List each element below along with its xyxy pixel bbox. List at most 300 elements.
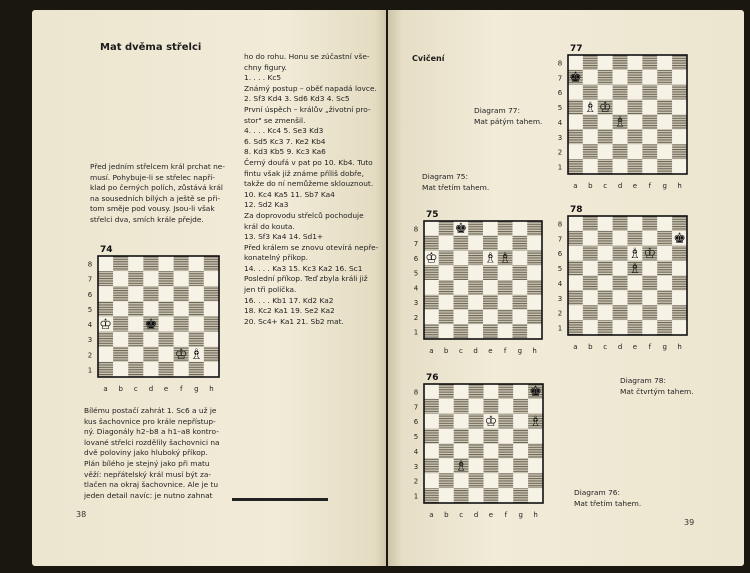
rank-label: 1	[413, 492, 419, 501]
rank-label: 7	[557, 235, 563, 244]
light-square	[439, 399, 454, 414]
dark-square	[424, 458, 439, 473]
dark-square	[159, 301, 174, 316]
light-square	[143, 362, 158, 377]
dark-square	[159, 362, 174, 377]
light-square	[439, 488, 454, 503]
caption-line: Mat čtvrtým tahem.	[620, 386, 694, 396]
dark-square	[657, 129, 672, 144]
light-square	[598, 115, 613, 130]
light-square	[657, 305, 672, 320]
dark-square	[583, 246, 598, 261]
dark-square	[583, 144, 598, 159]
dark-square	[174, 256, 189, 271]
light-square	[513, 414, 528, 429]
text-line: 12. Sd2 Ka3	[244, 200, 289, 210]
diagram-78-caption	[620, 376, 694, 397]
light-square	[568, 246, 583, 261]
dark-square	[143, 256, 158, 271]
text-line: 1. . . . Kc5	[244, 73, 282, 83]
black-king-piece: ♚	[454, 221, 468, 238]
dark-square	[113, 256, 128, 271]
light-square	[568, 276, 583, 291]
dark-square	[568, 129, 583, 144]
text-line: lované střelci rozdělily šachovnici na	[84, 437, 220, 447]
light-square	[113, 271, 128, 286]
white-king-piece: ♔	[598, 99, 612, 116]
white-bishop-piece: ♗	[583, 99, 597, 116]
dark-square	[527, 310, 542, 325]
light-square	[469, 458, 484, 473]
exercises-title: Cvičení	[412, 54, 445, 63]
dark-square	[498, 473, 513, 488]
dark-square	[469, 384, 484, 399]
dark-square	[454, 429, 469, 444]
dark-square	[98, 362, 113, 377]
dark-square	[657, 70, 672, 85]
dark-square	[613, 216, 628, 231]
rank-label: 4	[87, 321, 93, 330]
dark-square	[439, 251, 454, 266]
dark-square	[527, 280, 542, 295]
dark-square	[672, 276, 687, 291]
light-square	[454, 444, 469, 459]
light-square	[174, 362, 189, 377]
light-square	[528, 429, 543, 444]
light-square	[672, 70, 687, 85]
light-square	[189, 317, 204, 332]
dark-square	[143, 286, 158, 301]
text-line: kus šachovnice pro krále nepřístup-	[84, 416, 216, 426]
light-square	[468, 236, 483, 251]
text-line: 14. . . . Ka3 15. Kc3 Ka2 16. Sc1	[244, 263, 363, 273]
light-square	[174, 271, 189, 286]
rank-label: 8	[413, 225, 419, 234]
light-square	[484, 384, 499, 399]
light-square	[628, 115, 643, 130]
dark-square	[498, 444, 513, 459]
light-square	[528, 399, 543, 414]
rank-label: 2	[87, 351, 93, 360]
text-line: ho do rohu. Honu se zúčastní vše-	[244, 52, 370, 61]
light-square	[98, 347, 113, 362]
file-label: c	[459, 511, 464, 519]
file-label: g	[194, 385, 199, 393]
diagram-number: 74	[100, 245, 113, 255]
dark-square	[189, 271, 204, 286]
file-label: a	[573, 182, 578, 190]
light-square	[613, 100, 628, 115]
text-line: chny figury.	[244, 62, 287, 72]
light-square	[628, 144, 643, 159]
solution-column	[244, 52, 386, 327]
light-square	[513, 310, 528, 325]
black-king-piece: ♚	[569, 70, 582, 87]
rank-label: 8	[557, 220, 563, 229]
light-square	[513, 384, 528, 399]
light-square	[583, 231, 598, 246]
text-line: 20. Sc4+ Ka1 21. Sb2 mat.	[244, 316, 344, 326]
dark-square	[672, 144, 687, 159]
light-square	[128, 256, 143, 271]
light-square	[469, 488, 484, 503]
light-square	[498, 295, 513, 310]
white-king-piece: ♔	[643, 245, 657, 262]
light-square	[613, 290, 628, 305]
dark-square	[484, 458, 499, 473]
dark-square	[424, 295, 439, 310]
white-bishop-piece: ♗	[498, 250, 512, 267]
light-square	[642, 320, 657, 335]
light-square	[657, 85, 672, 100]
light-square	[528, 488, 543, 503]
light-square	[583, 261, 598, 276]
rank-label: 1	[557, 324, 563, 333]
rank-label: 4	[557, 118, 563, 127]
light-square	[174, 332, 189, 347]
light-square	[113, 332, 128, 347]
light-square	[468, 265, 483, 280]
light-square	[513, 444, 528, 459]
light-square	[143, 332, 158, 347]
dark-square	[528, 473, 543, 488]
rank-label: 2	[413, 313, 419, 322]
light-square	[469, 429, 484, 444]
light-square	[568, 144, 583, 159]
dark-square	[613, 305, 628, 320]
text-line: 13. Sf3 Ka4 14. Sd1+	[244, 232, 324, 242]
text-line: Černý doufá v pat po 10. Kb4. Tuto	[244, 157, 373, 167]
dark-square	[513, 324, 528, 339]
light-square	[513, 251, 528, 266]
light-square	[454, 473, 469, 488]
light-square	[657, 246, 672, 261]
white-bishop-piece: ♗	[454, 458, 468, 475]
dark-square	[642, 305, 657, 320]
dark-square	[642, 55, 657, 70]
diagram-number: 78	[570, 205, 583, 215]
light-square	[672, 320, 687, 335]
dark-square	[483, 236, 498, 251]
light-square	[204, 301, 219, 316]
rank-label: 2	[413, 477, 419, 486]
black-king-piece: ♚	[529, 384, 542, 401]
file-label: f	[503, 347, 507, 355]
dark-square	[568, 261, 583, 276]
diagram-number: 76	[426, 373, 439, 383]
rank-label: 5	[413, 269, 419, 278]
file-label: d	[473, 347, 478, 355]
rank-label: 3	[557, 133, 563, 142]
dark-square	[642, 144, 657, 159]
dark-square	[454, 488, 469, 503]
light-square	[672, 129, 687, 144]
rank-label: 5	[557, 265, 563, 274]
dark-square	[527, 251, 542, 266]
dark-square	[484, 399, 499, 414]
dark-square	[439, 444, 454, 459]
light-square	[598, 144, 613, 159]
file-label: c	[458, 347, 463, 355]
file-label: f	[504, 511, 508, 519]
rank-label: 3	[557, 294, 563, 303]
file-label: c	[133, 385, 138, 393]
dark-square	[439, 414, 454, 429]
dark-square	[113, 317, 128, 332]
dark-square	[657, 100, 672, 115]
caption-line: Mat pátým tahem.	[474, 116, 543, 126]
rank-label: 3	[413, 299, 419, 308]
file-label: h	[532, 347, 537, 355]
light-square	[454, 414, 469, 429]
light-square	[642, 70, 657, 85]
light-square	[159, 256, 174, 271]
light-square	[568, 115, 583, 130]
rank-label: 4	[413, 447, 419, 456]
column-end-rule	[232, 498, 328, 501]
light-square	[642, 100, 657, 115]
text-line: věží: nepřátelský král musí být za-	[84, 469, 212, 479]
text-line: ný. Diagonály h2–b8 a h1–a8 kontro-	[84, 427, 219, 437]
light-square	[498, 265, 513, 280]
light-square	[568, 85, 583, 100]
rank-label: 7	[87, 275, 93, 284]
page-number: 38	[76, 510, 87, 519]
dark-square	[424, 236, 439, 251]
dark-square	[439, 384, 454, 399]
dark-square	[454, 236, 469, 251]
file-label: g	[662, 182, 667, 190]
rank-label: 8	[87, 260, 93, 269]
dark-square	[469, 473, 484, 488]
rank-label: 1	[557, 163, 563, 172]
light-square	[583, 320, 598, 335]
dark-square	[204, 317, 219, 332]
white-bishop-piece: ♗	[628, 260, 642, 277]
dark-square	[568, 290, 583, 305]
white-king-piece: ♔	[425, 250, 438, 267]
dark-square	[672, 246, 687, 261]
diagram-number: 77	[570, 44, 583, 54]
text-line: musí. Pohybuje-li se střelec napří-	[90, 172, 215, 182]
file-label: a	[429, 511, 434, 519]
chess-diagram-75	[410, 207, 548, 365]
rank-label: 5	[557, 104, 563, 113]
dark-square	[613, 246, 628, 261]
light-square	[527, 236, 542, 251]
light-square	[189, 256, 204, 271]
light-square	[439, 265, 454, 280]
light-square	[598, 216, 613, 231]
caption-line: Mat třetím tahem.	[422, 182, 490, 192]
dark-square	[628, 70, 643, 85]
chess-board	[84, 242, 225, 399]
light-square	[439, 429, 454, 444]
chess-board	[410, 207, 548, 361]
dark-square	[483, 265, 498, 280]
white-bishop-piece: ♗	[529, 413, 542, 430]
light-square	[672, 159, 687, 174]
file-label: b	[588, 343, 593, 351]
dark-square	[424, 488, 439, 503]
dark-square	[628, 129, 643, 144]
chess-diagram-78	[554, 202, 693, 361]
light-square	[113, 301, 128, 316]
dark-square	[598, 129, 613, 144]
light-square	[672, 100, 687, 115]
dark-square	[424, 429, 439, 444]
file-label: b	[118, 385, 123, 393]
light-square	[527, 324, 542, 339]
dark-square	[613, 55, 628, 70]
caption-line: Diagram 78:	[620, 376, 666, 385]
dark-square	[568, 231, 583, 246]
text-line: tom směje pod vousy. Jsou-li však	[90, 204, 215, 214]
light-square	[98, 256, 113, 271]
light-square	[469, 399, 484, 414]
dark-square	[484, 429, 499, 444]
rank-label: 6	[87, 290, 93, 299]
light-square	[598, 246, 613, 261]
light-square	[424, 221, 439, 236]
dark-square	[642, 85, 657, 100]
light-square	[613, 231, 628, 246]
dark-square	[98, 301, 113, 316]
light-square	[513, 280, 528, 295]
dark-square	[628, 159, 643, 174]
light-square	[424, 384, 439, 399]
dark-square	[439, 310, 454, 325]
file-label: g	[517, 347, 523, 355]
dark-square	[642, 216, 657, 231]
light-square	[657, 216, 672, 231]
file-label: b	[443, 347, 449, 355]
rank-label: 2	[557, 148, 563, 157]
dark-square	[189, 362, 204, 377]
light-square	[613, 320, 628, 335]
dark-square	[498, 221, 513, 236]
dark-square	[642, 276, 657, 291]
text-line: Za doprovodu střelců pochoduje	[244, 210, 364, 220]
dark-square	[128, 332, 143, 347]
light-square	[424, 280, 439, 295]
rank-label: 3	[413, 462, 419, 471]
text-line: První úspěch – králův „životní pro-	[244, 104, 371, 114]
dark-square	[454, 324, 469, 339]
dark-square	[204, 347, 219, 362]
light-square	[468, 324, 483, 339]
black-king-piece: ♚	[673, 231, 686, 248]
light-square	[424, 473, 439, 488]
dark-square	[613, 85, 628, 100]
file-label: h	[209, 385, 214, 393]
dark-square	[513, 488, 528, 503]
dark-square	[672, 216, 687, 231]
dark-square	[657, 159, 672, 174]
dark-square	[513, 295, 528, 310]
dark-square	[454, 265, 469, 280]
dark-square	[204, 286, 219, 301]
dark-square	[424, 265, 439, 280]
text-line: 8. Kd3 Kb5 9. Kc3 Ka6	[244, 147, 326, 157]
dark-square	[598, 70, 613, 85]
dark-square	[583, 115, 598, 130]
caption-line: Mat třetím tahem.	[574, 498, 642, 508]
dark-square	[439, 473, 454, 488]
dark-square	[468, 221, 483, 236]
text-line: tlačen na okraj šachovnice. Ale je tu	[84, 480, 219, 490]
file-label: g	[662, 343, 667, 351]
light-square	[657, 276, 672, 291]
light-square	[113, 362, 128, 377]
dark-square	[439, 221, 454, 236]
light-square	[439, 324, 454, 339]
dark-square	[113, 347, 128, 362]
dark-square	[468, 280, 483, 295]
dark-square	[598, 261, 613, 276]
light-square	[583, 70, 598, 85]
diagram-77-caption	[474, 106, 542, 127]
light-square	[454, 251, 469, 266]
light-square	[527, 295, 542, 310]
text-line: Před jedním střelcem král prchat ne-	[90, 162, 225, 171]
dark-square	[657, 290, 672, 305]
file-label: a	[429, 347, 434, 355]
dark-square	[513, 236, 528, 251]
light-square	[174, 301, 189, 316]
light-square	[143, 271, 158, 286]
light-square	[613, 70, 628, 85]
white-king-piece: ♔	[174, 347, 188, 364]
file-label: h	[677, 182, 682, 190]
file-label: d	[617, 182, 623, 190]
text-line: klad po černých polích, zůstává král	[90, 183, 223, 193]
light-square	[483, 221, 498, 236]
light-square	[204, 332, 219, 347]
light-square	[568, 55, 583, 70]
dark-square	[468, 310, 483, 325]
text-line: jen tři políčka.	[244, 285, 297, 295]
light-square	[483, 280, 498, 295]
file-label: d	[473, 511, 479, 519]
light-square	[454, 310, 469, 325]
file-label: h	[677, 343, 682, 351]
text-line: 4. . . . Kc4 5. Se3 Kd3	[244, 126, 324, 136]
light-square	[483, 310, 498, 325]
light-square	[204, 362, 219, 377]
dark-square	[128, 271, 143, 286]
dark-square	[672, 55, 687, 70]
light-square	[642, 129, 657, 144]
file-label: d	[148, 385, 154, 393]
dark-square	[174, 286, 189, 301]
text-line: střelci dva, smích krále přejde.	[90, 214, 204, 224]
light-square	[498, 324, 513, 339]
dark-square	[568, 320, 583, 335]
dark-square	[513, 429, 528, 444]
dark-square	[672, 115, 687, 130]
rank-label: 6	[413, 254, 419, 263]
dark-square	[189, 301, 204, 316]
light-square	[613, 261, 628, 276]
file-label: e	[488, 347, 493, 355]
light-square	[642, 290, 657, 305]
text-line: 2. Sf3 Kd4 3. Sd6 Kd3 4. Sc5	[244, 94, 350, 104]
chess-board	[554, 41, 693, 196]
light-square	[513, 221, 528, 236]
chess-diagram-77	[554, 41, 693, 200]
light-square	[657, 115, 672, 130]
